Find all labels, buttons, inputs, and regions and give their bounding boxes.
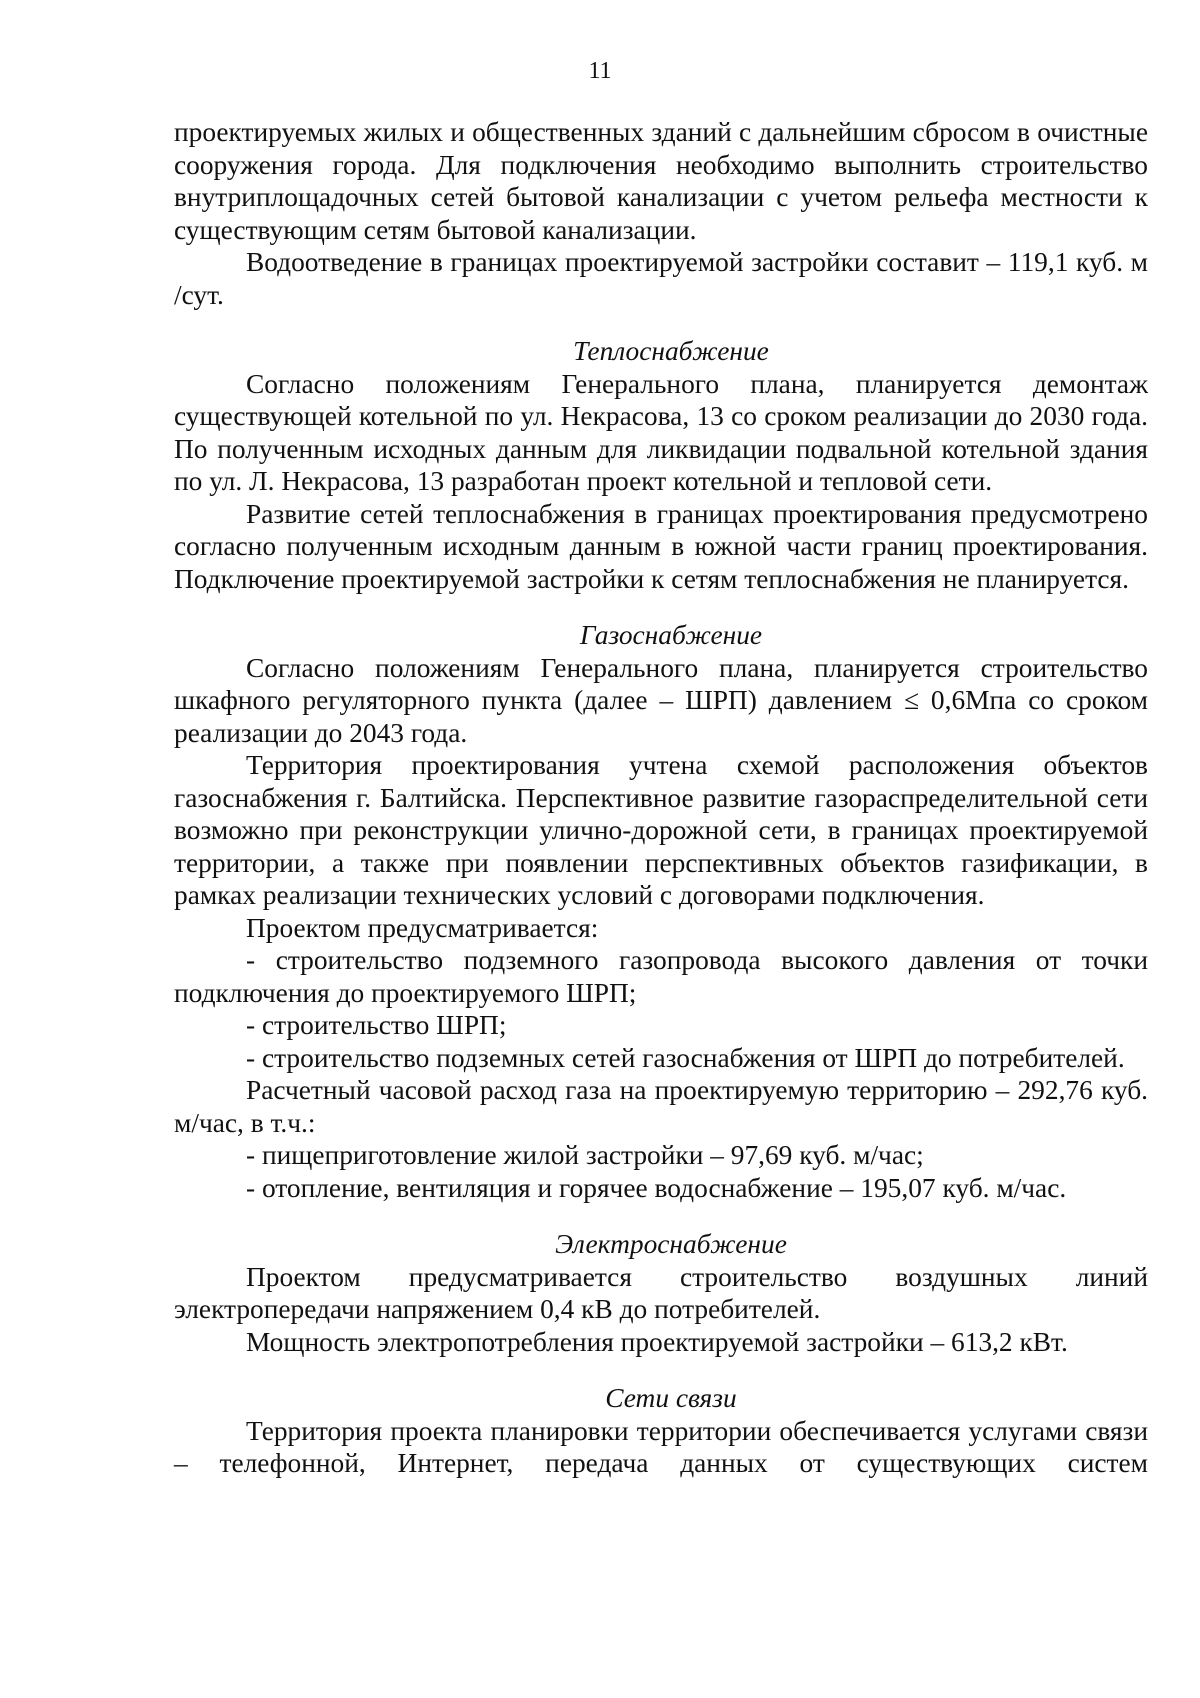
paragraph: Территория проектирования учтена схемой расположения объектов газоснабжения г. Балтийска. Перспективное развитие газораспределительной сети возможно при реконструкции улично-дорожной сети, в границах проектируемой территории, а также при появлении перспективных объектов газификации, в рамках реализации технических условий с договорами подключения. [174,750,1148,910]
paragraph: Проектом предусматривается: [246,912,599,943]
paragraph: Территория проекта планировки территории обеспечивается услугами связи – телефонной, Интернет, передача данных от существующих систем [174,1415,1148,1478]
paragraph: Согласно положениям Генерального плана, планируется строительство шкафного регуляторного пункта (далее – ШРП) давлением ≤ 0,6Мпа со сроком реализации до 2043 года. [174,652,1148,748]
paragraph: Проектом предусматривается строительство воздушных линий электропередачи напряжением 0,4 кВ до потребителей. [174,1261,1148,1324]
list-item: - пищеприготовление жилой застройки – 97,69 куб. м/час; [246,1140,924,1170]
page-number: 11 [588,58,612,84]
section-heading-communications: Сети связи [605,1383,737,1413]
paragraph: Водоотведение в границах проектируемой застройки составит – 119,1 куб. м /сут. [174,247,1148,310]
section-heading-heat-supply: Теплоснабжение [573,336,769,366]
document-body [174,116,1148,1480]
paragraph: Мощность электропотребления проектируемой застройки – 613,2 кВт. [246,1326,1068,1357]
paragraph: проектируемых жилых и общественных зданий с дальнейшим сбросом в очистные сооружения города. Для подключения необходимо выполнить строительство внутриплощадочных сетей бытовой канализации с учетом рельефа местности к существующим сетям бытовой канализации. [174,117,1148,245]
list-item: - строительство подземного газопровода высокого давления от точки подключения до проектируемого ШРП; [174,945,1148,1008]
list-item: - строительство подземных сетей газоснабжения от ШРП до потребителей. [246,1042,1125,1073]
list-item: - строительство ШРП; [246,1010,507,1040]
section-heading-power-supply: Электроснабжение [555,1229,787,1259]
paragraph: Развитие сетей теплоснабжения в границах проектирования предусмотрено согласно полученным исходным данным в южной части границ проектирования. Подключение проектируемой застройки к сетям теплоснабжения не планируется. [174,498,1148,594]
section-heading-gas-supply: Газоснабжение [579,620,763,650]
list-item: - отопление, вентиляция и горячее водоснабжение – 195,07 куб. м/час. [246,1172,1067,1203]
paragraph: Согласно положениям Генерального плана, планируется демонтаж существующей котельной по ул. Некрасова, 13 со сроком реализации до 2030 года. По полученным исходных данным для ликвидации подвальной котельной здания по ул. Л. Некрасова, 13 разработан проект котельной и тепловой сети. [174,368,1148,496]
paragraph: Расчетный часовой расход газа на проектируемую территорию – 292,76 куб. м/час, в т.ч.: [174,1075,1148,1138]
